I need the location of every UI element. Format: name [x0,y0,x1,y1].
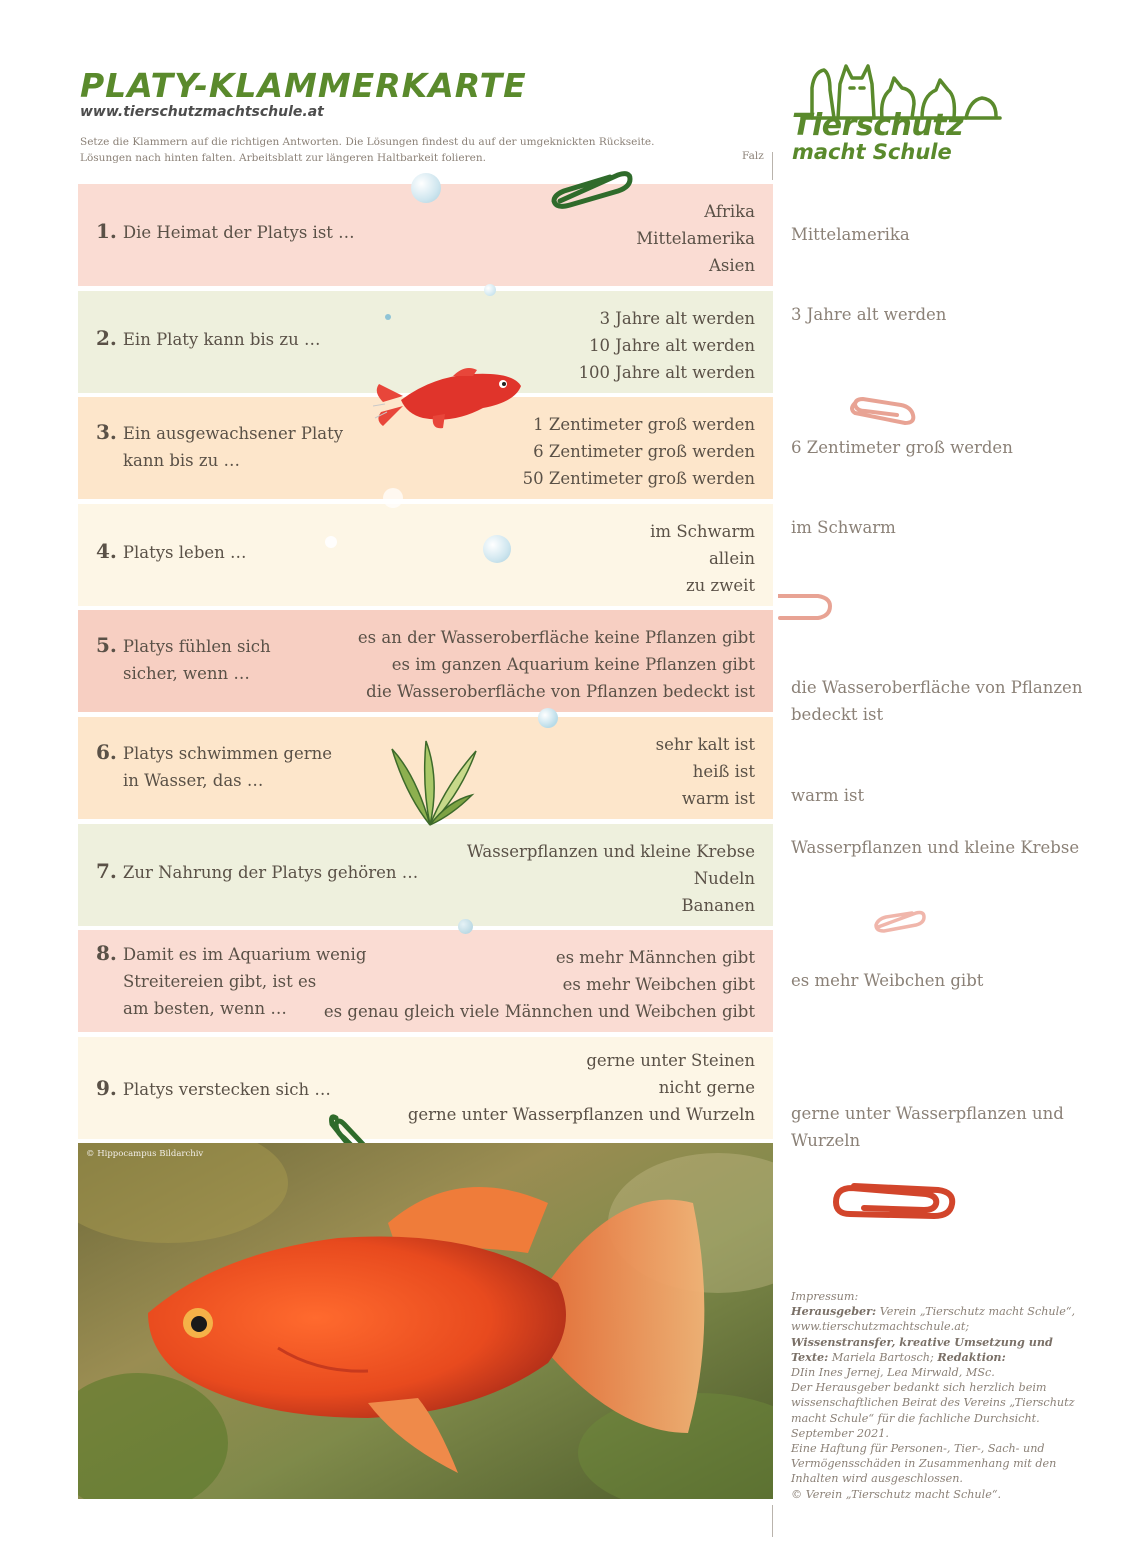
question-line: sicher, wenn … [123,664,250,683]
question-line: kann bis zu … [123,451,240,470]
bubble-icon [483,535,511,563]
question-line: Streitereien gibt, ist es [123,972,317,991]
answer-6: warm ist [791,786,865,805]
question-number: 7. [96,859,117,883]
impressum-editing: DIin Ines Jernej, Lea Mirwald, MSc. [791,1366,995,1380]
green-paperclip-icon [550,165,635,210]
question-line: Die Heimat der Platys ist … [122,223,355,242]
question-line: Platys leben … [122,543,247,562]
publisher-label: Herausgeber: [791,1304,877,1319]
option-9a[interactable]: gerne unter Steinen [586,1051,755,1070]
impressum [791,1289,1081,1502]
pink-paperclip-icon [872,905,926,933]
options-list-5 [358,624,755,705]
question-text-7 [96,858,418,886]
option-3b[interactable]: 6 Zentimeter groß werden [533,442,755,461]
option-5c[interactable]: die Wasseroberfläche von Pflanzen bedeckt ist [366,682,755,701]
options-list-4 [650,518,755,599]
question-number: 8. [96,941,117,965]
platy-fish-photo-icon [78,1143,773,1499]
answer-9: gerne unter Wasserpflanzen und Wurzeln [791,1104,1064,1150]
options-list-9 [408,1047,755,1128]
option-4a[interactable]: im Schwarm [650,522,755,541]
question-line: Zur Nahrung der Platys gehören … [122,863,419,882]
water-plant-icon [386,735,481,827]
impressum-heading: Impressum: [791,1290,859,1303]
option-8a[interactable]: es mehr Männchen gibt [555,948,755,967]
option-4c[interactable]: zu zweit [685,576,755,595]
option-6c[interactable]: warm ist [681,789,755,808]
option-6b[interactable]: heiß ist [692,762,755,781]
option-8c[interactable]: es genau gleich viele Männchen und Weibchen gibt [323,1002,755,1021]
bubble-icon [458,919,473,934]
photo-credit: © Hippocampus Bildarchiv [86,1149,204,1159]
answer-1: Mittelamerika [791,225,910,244]
question-line: Ein Platy kann bis zu … [122,330,321,349]
options-list-2 [579,305,755,386]
question-text-9 [96,1075,331,1103]
question-number: 6. [96,740,117,764]
answer-4: im Schwarm [791,518,896,537]
option-9b[interactable]: nicht gerne [658,1078,755,1097]
answer-8: es mehr Weibchen gibt [791,971,984,990]
platy-photo [78,1143,773,1499]
question-text-5 [96,632,271,687]
logo-text-macht-schule: macht Schule [792,140,952,164]
red-paperclip-icon [830,1180,958,1224]
option-7b[interactable]: Nudeln [693,869,755,888]
logo [790,60,1005,170]
instructions-line-2: Lösungen nach hinten falten. Arbeitsblatt zur längeren Haltbarkeit folieren. [80,152,486,164]
options-list-8 [324,944,755,1025]
editing-label: Redaktion: [937,1349,1006,1364]
website-url[interactable]: www.tierschutzmachtschule.at [80,104,324,120]
question-number: 5. [96,633,117,657]
logo-text-tierschutz: Tierschutz [792,108,964,143]
options-list-7 [467,838,755,919]
option-3c[interactable]: 50 Zentimeter groß werden [522,469,755,488]
answer-5: die Wasseroberfläche von Pflanzen bedeckt ist [791,678,1083,724]
instructions [80,134,730,166]
option-2c[interactable]: 100 Jahre alt werden [578,363,755,382]
answer-7: Wasserpflanzen und kleine Krebse [791,838,1080,857]
fold-label: Falz [742,150,764,162]
options-list-3 [523,411,755,492]
impressum-transfer [791,1335,1081,1365]
question-number: 9. [96,1076,117,1100]
question-line: Damit es im Aquarium wenig [122,945,367,964]
answer-3: 6 Zentimeter groß werden [791,438,1013,457]
option-9c[interactable]: gerne unter Wasserpflanzen und Wurzeln [407,1105,755,1124]
publisher-text: Verein „Tierschutz macht Schule“, www.tierschutzmachtschule.at; [791,1305,1076,1334]
impressum-thanks: Der Herausgeber bedankt sich herzlich beim wissenschaftlichen Beirat des Vereins „Tierschutz macht Schule“ für die fachliche Durchsicht. [791,1381,1075,1425]
instructions-line-1: Setze die Klammern auf die richtigen Antworten. Die Lösungen findest du auf der umgeknickten Rückseite. [80,136,655,148]
option-1c[interactable]: Asien [708,256,755,275]
bubble-icon [325,536,337,548]
question-number: 4. [96,539,117,563]
impressum-publisher [791,1304,1081,1334]
question-text-1 [96,218,355,246]
answer-2: 3 Jahre alt werden [791,305,947,324]
option-6a[interactable]: sehr kalt ist [655,735,755,754]
pink-paperclip-icon [778,590,834,624]
red-fish-icon [373,362,528,434]
option-2b[interactable]: 10 Jahre alt werden [589,336,755,355]
options-list-1 [636,198,755,279]
impressum-date: September 2021. [791,1426,889,1440]
bubble-icon [411,173,441,203]
pink-paperclip-icon [847,393,919,429]
impressum-copyright: © Verein „Tierschutz macht Schule“. [791,1487,1002,1501]
option-5b[interactable]: es im ganzen Aquarium keine Pflanzen gibt [391,655,755,674]
question-row-5 [78,610,773,712]
question-text-3 [96,419,343,474]
question-line: Platys fühlen sich [122,637,271,656]
question-text-4 [96,538,247,566]
question-row-9 [78,1037,773,1139]
question-line: Platys verstecken sich … [122,1080,331,1099]
option-1a[interactable]: Afrika [704,202,755,221]
option-8b[interactable]: es mehr Weibchen gibt [562,975,755,994]
transfer-label: Wissenstransfer, kreative Umsetzung und Texte: [791,1334,1053,1364]
option-7c[interactable]: Bananen [681,896,755,915]
bubble-icon [383,488,403,508]
fold-line-bottom [772,1505,773,1537]
bubble-icon [484,284,496,296]
option-5a[interactable]: es an der Wasseroberfläche keine Pflanzen gibt [357,628,755,647]
option-4b[interactable]: allein [708,549,755,568]
question-row-7 [78,824,773,926]
question-number: 1. [96,219,117,243]
page-title: PLATY-KLAMMERKARTE [80,66,527,105]
transfer-text: Mariela Bartosch; [831,1350,934,1364]
question-line: am besten, wenn … [123,999,287,1018]
impressum-liability: Eine Haftung für Personen-, Tier-, Sach- und Vermögensschäden in Zusammenhang mit den Inhalten wird ausgeschlossen. [791,1442,1057,1486]
option-1b[interactable]: Mittelamerika [636,229,755,248]
options-list-6 [656,731,755,812]
bubble-icon [538,708,558,728]
question-line: Ein ausgewachsener Platy [122,424,344,443]
question-row-8 [78,930,773,1032]
question-text-6 [96,739,332,794]
option-7a[interactable]: Wasserpflanzen und kleine Krebse [466,842,755,861]
question-text-2 [96,325,320,353]
question-number: 2. [96,326,117,350]
question-row-4 [78,504,773,606]
bubble-icon [385,314,391,320]
question-line: Platys schwimmen gerne [122,744,333,763]
option-3a[interactable]: 1 Zentimeter groß werden [533,415,755,434]
question-line: in Wasser, das … [123,771,264,790]
option-2a[interactable]: 3 Jahre alt werden [599,309,755,328]
fold-line-top [772,152,773,180]
question-number: 3. [96,420,117,444]
